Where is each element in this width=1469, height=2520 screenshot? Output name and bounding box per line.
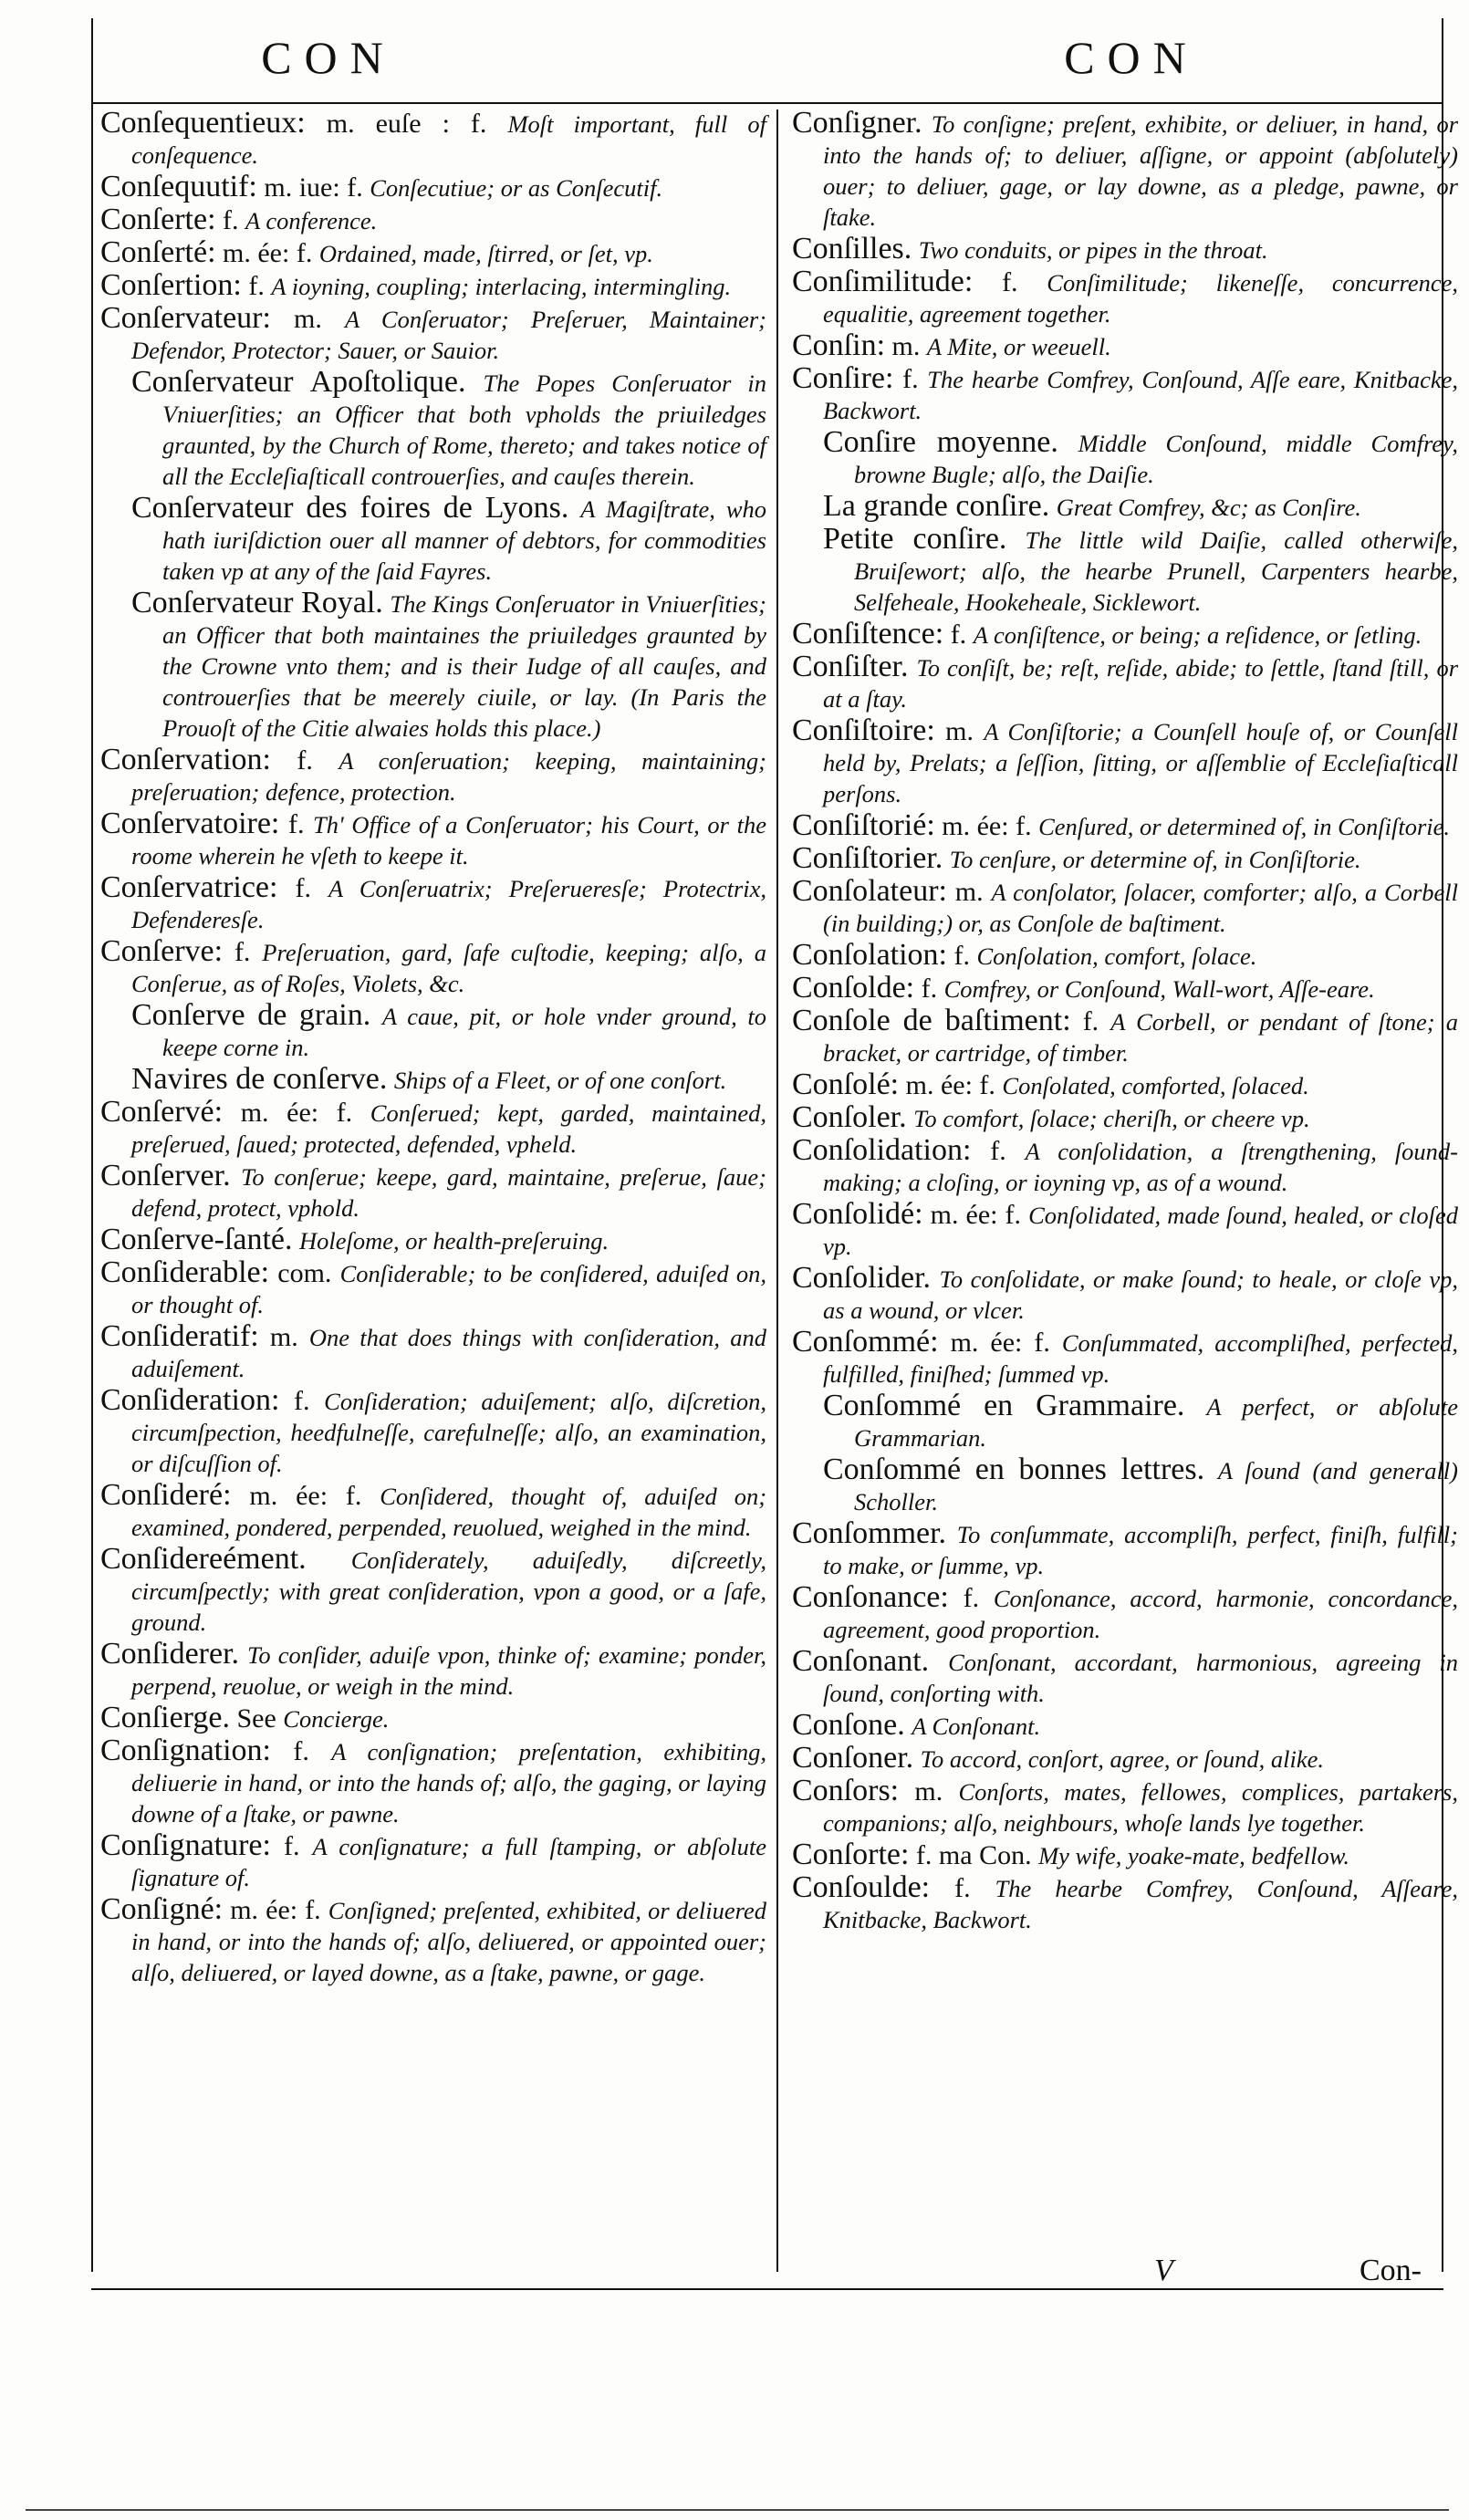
dictionary-entry — [100, 1064, 766, 1096]
headword: Conſolidation: — [792, 1133, 972, 1167]
dictionary-entry — [792, 1327, 1458, 1390]
grammar-note: f. — [1082, 1006, 1099, 1036]
dictionary-entry — [100, 1544, 766, 1638]
definition: A conſignature; a full ſtamping, or abſolute ſignature of. — [131, 1833, 767, 1891]
definition: The hearbe Comfrey, Conſound, Aſſeare, Knitbacke, Backwort. — [823, 1875, 1459, 1933]
definition: Conſiderately, aduiſedly, diſcreetly, circumſpectly; with great conſideration, vpon a good, or a ſafe, ground. — [131, 1546, 766, 1636]
headword: Conſervé: — [100, 1095, 224, 1129]
dictionary-entry — [792, 427, 1458, 490]
headword: Conſiſtoire: — [792, 713, 935, 747]
definition: Middle Conſound, middle Comfrey, browne Bugle; alſo, the Daiſie. — [854, 430, 1458, 488]
grammar-note: m. ée: f. — [930, 1200, 1022, 1230]
dictionary-entry — [792, 108, 1458, 233]
dictionary-entry — [100, 745, 766, 807]
headword: Conſire moyenne. — [823, 425, 1058, 459]
definition: To conſerue; keepe, gard, maintaine, preſerue, ſaue; defend, protect, vphold. — [131, 1163, 766, 1222]
headword: Conſervateur: — [100, 301, 271, 335]
grammar-note: f. — [921, 974, 938, 1004]
dictionary-entry — [100, 237, 766, 269]
definition: Concierge. — [283, 1705, 390, 1733]
dictionary-entry — [792, 619, 1458, 651]
definition: The little wild Daiſie, called otherwiſe, Bruiſewort; alſo, the hearbe Prunell, Carpenters hearbe, Selfeheale, Hookeheale, Sicklewort. — [854, 526, 1459, 616]
grammar-note: m. — [269, 1322, 298, 1352]
grammar-note: m. ée: f. — [950, 1328, 1050, 1358]
headword: Conſiderable: — [100, 1255, 270, 1289]
left-border-rule — [91, 18, 93, 2272]
dictionary-entry — [792, 363, 1458, 426]
grammar-note: com. — [277, 1258, 332, 1288]
definition: A Conſiſtorie; a Counſell houſe of, or Counſell held by, Prelats; a ſeſſion, ſitting, or aſſemblie of Eccleſiaſticall perſons. — [823, 718, 1459, 807]
headword: Conſiſtence: — [792, 617, 944, 651]
dictionary-entry — [792, 1005, 1458, 1068]
definition: The Kings Conſeruator in Vniuerſities; an Officer that both maintaines the priuiledges graunted by the Crowne vnto them; and is their Iudge of all cauſes, and controuerſies that be meerely ciuile, or lay. (In Paris the Prouoſt of the Citie alwaies holds this place.) — [162, 590, 766, 742]
headword: Conſertion: — [100, 268, 242, 302]
definition: To conſolidate, or make ſound; to heale, or cloſe vp, as a wound, or vlcer. — [823, 1265, 1459, 1324]
dictionary-entry — [792, 651, 1458, 714]
definition: A conſeruation; keeping, maintaining; preſeruation; defence, protection. — [131, 747, 766, 806]
headword: Petite conſire. — [823, 522, 1007, 556]
dictionary-entry — [100, 367, 766, 492]
headword: Conſilles. — [792, 232, 912, 266]
definition: To conſider, aduiſe vpon, thinke of; examine; ponder, perpend, reuolue, or weigh in the mind. — [131, 1641, 766, 1700]
headword: Navires de conſerve. — [131, 1062, 388, 1096]
dictionary-entry — [792, 1263, 1458, 1326]
headword: Conſolé: — [792, 1067, 900, 1101]
dictionary-entry — [792, 940, 1458, 972]
definition: The hearbe Comfrey, Conſound, Aſſe eare, Knitbacke, Backwort. — [823, 366, 1458, 424]
grammar-note: f. — [293, 1736, 309, 1766]
headword: Conſigné: — [100, 1892, 224, 1926]
dictionary-entry — [792, 1646, 1458, 1709]
dictionary-entry — [792, 1743, 1458, 1775]
headword: Conſorte: — [792, 1838, 910, 1871]
dictionary-entry — [792, 876, 1458, 939]
dictionary-entry — [792, 234, 1458, 266]
definition: Conſolation, comfort, ſolace. — [976, 942, 1257, 970]
headword: Conſonant. — [792, 1644, 930, 1678]
grammar-note: m. — [954, 877, 984, 907]
grammar-note: f. — [1002, 267, 1018, 297]
grammar-note: f. — [902, 364, 919, 394]
definition: Ships of a Fleet, or of one conſort. — [393, 1067, 727, 1094]
definition: Conſonance, accord, harmonie, concordance, agreement, good proportion. — [823, 1585, 1458, 1643]
definition: A conſolator, ſolacer, comforter; alſo, a Corbell (in building;) or, as Conſole de baſtiment. — [823, 879, 1458, 937]
grammar-note: f. — [953, 941, 970, 971]
definition: Conſecutiue; or as Conſecutif. — [370, 174, 663, 202]
headword: Conſervation: — [100, 743, 271, 776]
grammar-note: f. ma Con. — [915, 1840, 1032, 1870]
dictionary-entry — [100, 1161, 766, 1224]
dictionary-entry — [792, 330, 1458, 362]
dictionary-entry — [100, 1703, 766, 1734]
dictionary-entry — [792, 1102, 1458, 1134]
definition: Conſiderable; to be conſidered, aduiſed on, or thought of. — [131, 1260, 766, 1318]
grammar-note: m. — [945, 716, 974, 746]
headword: Conſervateur Royal. — [131, 586, 383, 620]
dictionary-entry — [100, 1224, 766, 1256]
page-bottom-rule — [26, 2509, 1449, 2511]
dictionary-entry — [100, 204, 766, 236]
definition: Conſidered, thought of, aduiſed on; examined, pondered, perpended, reuolued, weighed in the mind. — [131, 1483, 767, 1541]
definition: A Conſonant. — [912, 1713, 1041, 1740]
definition: To cenſure, or determine of, in Conſiſtorie. — [949, 846, 1361, 873]
headword: Conſoulde: — [792, 1870, 931, 1904]
grammar-note: m. ée: f. — [240, 1098, 353, 1128]
headword: Conſoler. — [792, 1100, 907, 1134]
dictionary-entry — [100, 1735, 766, 1829]
definition: A caue, pit, or hole vnder ground, to keepe corne in. — [162, 1003, 766, 1061]
definition: A Corbell, or pendant of ſtone; a bracket, or cartridge, of timber. — [823, 1008, 1459, 1067]
headword: Conſiſtorié: — [792, 808, 935, 842]
grammar-note: m. ée: f. — [249, 1481, 362, 1511]
headword: Conſidereément. — [100, 1542, 307, 1576]
dictionary-entry — [100, 1830, 766, 1893]
headword: Conſommé: — [792, 1325, 939, 1359]
definition: A ioyning, coupling; interlacing, intermingling. — [271, 273, 732, 300]
grammar-note: f. — [295, 873, 311, 903]
headword: Conſigner. — [792, 106, 922, 140]
grammar-note: m. ée: f. — [230, 1895, 321, 1925]
definition: A conſolidation, a ſtrengthening, ſound-making; a cloſing, or ioyning vp, as of a wound. — [823, 1138, 1459, 1196]
definition: Conſorts, mates, fellowes, complices, partakers, companions; alſo, neighbours, whoſe lands lye together. — [823, 1778, 1458, 1837]
grammar-note: f. — [283, 1831, 300, 1861]
dictionary-entry — [100, 1480, 766, 1543]
grammar-note: m. ée: f. — [942, 811, 1032, 841]
headword: Conſommé en Grammaire. — [823, 1389, 1185, 1422]
headword: La grande conſire. — [823, 489, 1050, 523]
definition: Preſeruation, gard, ſafe cuſtodie, keeping; alſo, a Conſerue, as of Roſes, Violets, &c. — [131, 939, 766, 997]
dictionary-entry — [100, 1097, 766, 1160]
definition: Conſimilitude; likeneſſe, concurrence, equalitie, agreement together. — [823, 269, 1458, 328]
dictionary-entry — [100, 936, 766, 999]
grammar-note: f. — [954, 1873, 971, 1903]
header-left: CON — [261, 32, 396, 83]
definition: Great Comfrey, &c; as Conſire. — [1056, 494, 1361, 521]
definition: Conſigned; preſented, exhibited, or deliuered in hand, or into the hands of; alſo, deliuered, or appointed ouer; alſo, deliuered, or layed downe, as a ſtake, pawne, or gage. — [131, 1897, 767, 1986]
definition: Conſerued; kept, garded, maintained, preſerued, ſaued; protected, defended, vpheld. — [131, 1099, 767, 1158]
dictionary-entry — [792, 1390, 1458, 1453]
headword: Conſignature: — [100, 1828, 271, 1862]
definition: A ſound (and generall) Scholler. — [854, 1457, 1458, 1515]
headword: Conſommer. — [792, 1516, 947, 1550]
headword: Conſolation: — [792, 938, 947, 972]
dictionary-entry — [792, 524, 1458, 618]
definition: To conſummate, accompliſh, perfect, finiſh, fulfill; to make, or ſumme, vp. — [823, 1521, 1458, 1579]
grammar-note: See — [236, 1703, 276, 1734]
headword: Conſervatrice: — [100, 870, 278, 904]
grammar-note: m. — [914, 1776, 943, 1807]
grammar-note: m. ée: f. — [905, 1070, 995, 1100]
headword: Conſonance: — [792, 1580, 949, 1614]
definition: Conſolidated, made ſound, healed, or cloſed vp. — [823, 1202, 1459, 1260]
column-divider — [776, 109, 778, 2272]
grammar-note: f. — [223, 205, 239, 235]
signature-mark: V — [1154, 2254, 1173, 2287]
grammar-note: f. — [287, 809, 305, 839]
header-right: CON — [1064, 32, 1199, 83]
header-rule — [91, 102, 1443, 104]
definition: Comfrey, or Conſound, Wall-wort, Aſſe-eare. — [943, 975, 1375, 1003]
dictionary-entry — [100, 872, 766, 935]
definition: Moſt important, full of conſequence. — [131, 110, 766, 169]
dictionary-entry — [100, 588, 766, 744]
headword: Conſolider. — [792, 1261, 932, 1295]
grammar-note: f. — [990, 1136, 1006, 1166]
definition: To comfort, ſolace; cheriſh, or cheere vp. — [913, 1105, 1310, 1132]
grammar-note: f. — [297, 745, 313, 776]
dictionary-entry — [100, 270, 766, 302]
definition: Two conduits, or pipes in the throat. — [918, 236, 1268, 264]
right-column — [792, 108, 1458, 1936]
grammar-note: f. — [950, 620, 967, 650]
dictionary-entry — [792, 715, 1458, 809]
definition: The Popes Conſeruator in Vniuerſities; an Officer that both vpholds the priuiledges graunted, by the Church of Rome, thereto; and takes notice of all the Eccleſiaſticall controuerſies, and cauſes therein. — [162, 370, 766, 490]
left-column — [100, 108, 766, 1989]
dictionary-entry — [100, 1257, 766, 1320]
definition: To conſigne; preſent, exhibite, or deliuer, in hand, or into the hands of; to deliuer, aſſigne, or appoint (abſolutely) ouer; to deliuer, gage, or lay downe, as a pledge, pawne, or ſtake. — [823, 110, 1459, 231]
headword: Conſideration: — [100, 1383, 280, 1417]
dictionary-entry — [100, 1894, 766, 1988]
dictionary-entry — [100, 1639, 766, 1702]
definition: A conſiſtence, or being; a reſidence, or ſetling. — [973, 621, 1422, 649]
dictionary-entry — [100, 303, 766, 366]
headword: Conſiderer. — [100, 1637, 240, 1671]
headword: Conſerté: — [100, 235, 216, 269]
definition: To conſiſt, be; reſt, reſide, abide; to ſettle, ſtand ſtill, or at a ſtay. — [823, 654, 1459, 713]
grammar-note: m. iue: f. — [264, 172, 363, 203]
dictionary-entry — [792, 1839, 1458, 1871]
dictionary-entry — [792, 1518, 1458, 1581]
headword: Conſervateur des foires de Lyons. — [131, 491, 569, 525]
definition: Cenſured, or determined of, in Conſiſtorie. — [1038, 813, 1451, 840]
dictionary-entry — [792, 1775, 1458, 1838]
headword: Conſervateur Apoſtolique. — [131, 365, 466, 399]
dictionary-entry — [792, 810, 1458, 842]
headword: Conſierge. — [100, 1701, 230, 1734]
definition: One that does things with conſideration, and aduiſement. — [131, 1324, 766, 1382]
dictionary-entry — [100, 1385, 766, 1479]
headword: Conſole de baſtiment: — [792, 1004, 1071, 1037]
dictionary-entry — [100, 1000, 766, 1063]
dictionary-entry — [792, 1454, 1458, 1517]
definition: To accord, conſort, agree, or ſound, alike. — [920, 1745, 1325, 1773]
definition: Th' Office of a Conſeruator; his Court, or the roome wherein he vſeth to keepe it. — [131, 811, 767, 870]
headword: Conſolidé: — [792, 1197, 923, 1231]
dictionary-entry — [100, 808, 766, 871]
definition: My wife, yoake-mate, bedfellow. — [1038, 1842, 1350, 1869]
headword: Conſideré: — [100, 1478, 232, 1512]
dictionary-entry — [792, 1710, 1458, 1742]
headword: Conſimilitude: — [792, 265, 974, 298]
definition: A Conſeruator; Preſeruer, Maintainer; Defendor, Protector; Sauer, or Sauior. — [131, 306, 766, 364]
definition: A conſignation; preſentation, exhibiting, deliuerie in hand, or into the hands of; alſo, the gaging, or laying downe of a ſtake, or pawne. — [131, 1738, 767, 1828]
dictionary-entry — [792, 1199, 1458, 1262]
grammar-note: m. — [294, 304, 322, 334]
headword: Conſone. — [792, 1708, 905, 1742]
definition: Conſonant, accordant, harmonious, agreeing in ſound, conſorting with. — [823, 1649, 1459, 1707]
dictionary-entry — [792, 1582, 1458, 1645]
dictionary-entry — [100, 108, 766, 171]
headword: Conſommé en bonnes lettres. — [823, 1453, 1205, 1486]
headword: Conſideratif: — [100, 1319, 259, 1353]
grammar-note: m. ée: f. — [223, 238, 313, 268]
definition: Holeſome, or health-preſeruing. — [299, 1227, 609, 1255]
definition: A Magiſtrate, who hath iuriſdiction ouer all manner of debtors, for commodities taken vp at any of the ſaid Fayres. — [162, 495, 767, 585]
headword: Conſin: — [792, 328, 886, 362]
grammar-note: m. euſe : f. — [326, 109, 487, 139]
headword: Conſerver. — [100, 1159, 231, 1192]
definition: Conſideration; aduiſement; alſo, diſcretion, circumſpection, heedfulneſſe, carefulneſſe; alſo, an examination, or diſcuſſion of. — [131, 1388, 767, 1477]
headword: Conſoner. — [792, 1741, 914, 1775]
definition: Ordained, made, ſtirred, or ſet, vp. — [318, 240, 653, 267]
catchword: Con- — [1360, 2254, 1422, 2287]
headword: Conſerve-ſanté. — [100, 1223, 293, 1256]
dictionary-entry — [100, 1321, 766, 1384]
grammar-note: f. — [963, 1583, 980, 1613]
headword: Conſiſtorier. — [792, 841, 943, 875]
dictionary-entry — [100, 172, 766, 203]
footer-rule — [91, 2288, 1443, 2290]
definition: A Mite, or weeuell. — [926, 333, 1111, 360]
headword: Conſervatoire: — [100, 807, 280, 840]
dictionary-entry — [792, 843, 1458, 875]
definition: Conſolated, comforted, ſolaced. — [1002, 1072, 1309, 1099]
headword: Conſerve de grain. — [131, 998, 371, 1032]
grammar-note: f. — [248, 271, 265, 301]
definition: A Conſeruatrix; Preſerueresſe; Protectrix, Defenderesſe. — [131, 875, 767, 933]
headword: Conſolde: — [792, 971, 915, 1005]
grammar-note: m. — [891, 331, 921, 361]
definition: Conſummated, accompliſhed, perfected, fulfilled, finiſhed; ſummed vp. — [823, 1329, 1458, 1388]
headword: Conſors: — [792, 1774, 900, 1807]
definition: A conference. — [245, 207, 378, 234]
dictionary-entry — [100, 493, 766, 587]
headword: Conſignation: — [100, 1734, 271, 1767]
definition: A perfect, or abſolute Grammarian. — [854, 1393, 1458, 1452]
dictionary-entry — [792, 1069, 1458, 1101]
grammar-note: f. — [234, 937, 251, 967]
headword: Conſequutif: — [100, 170, 257, 203]
grammar-note: f. — [294, 1386, 310, 1416]
dictionary-entry — [792, 266, 1458, 329]
dictionary-entry — [792, 1872, 1458, 1935]
headword: Conſolateur: — [792, 874, 947, 908]
headword: Conſequentieux: — [100, 106, 306, 140]
dictionary-entry — [792, 1135, 1458, 1198]
dictionary-entry — [792, 973, 1458, 1005]
headword: Conſerve: — [100, 934, 224, 968]
headword: Conſerte: — [100, 203, 216, 236]
dictionary-entry — [792, 491, 1458, 523]
headword: Conſiſter. — [792, 650, 909, 683]
headword: Conſire: — [792, 361, 894, 395]
